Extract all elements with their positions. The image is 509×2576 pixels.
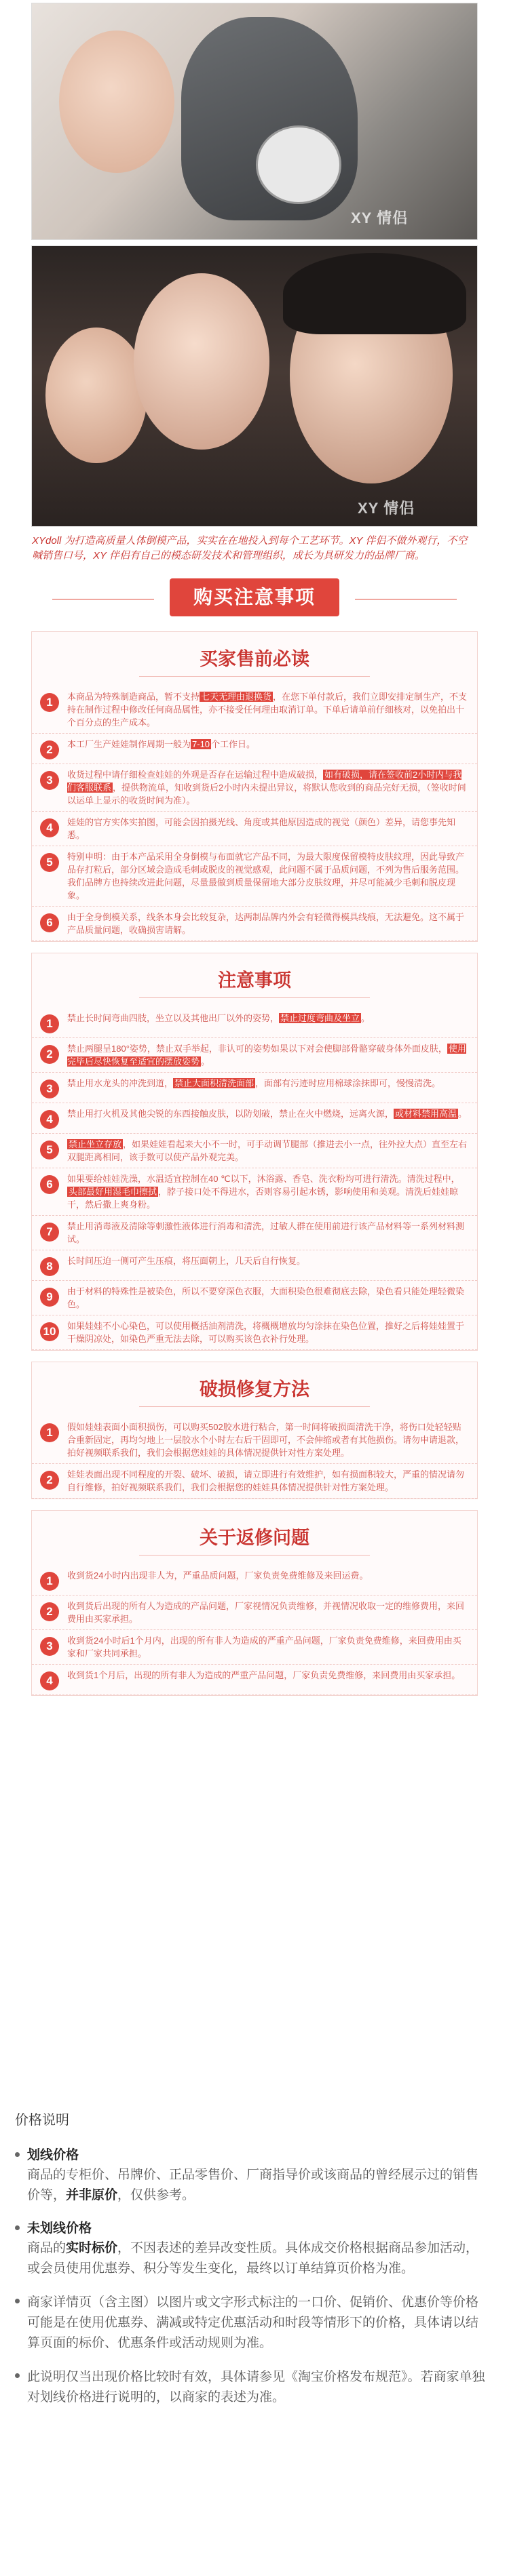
item-number-badge: 3	[40, 1637, 59, 1656]
item-highlight: 如有破损，请在签收前2小时内与我们客服联系	[67, 770, 462, 793]
item-text-part: ，在您下单付款后，我们立即安排定制生产，不支持在制作过程中修改任何商品属性，亦不接受任何理由取消订单。下单后请单前仔细核对，以免拍出十个百分点的生产成本。	[67, 692, 468, 728]
price-text: ，不因表述的差异改变性质。具体成交价格根据商品参加活动，或会员使用优惠券、积分等发生变化，最终以订单结算页价格为准。	[27, 2241, 479, 2276]
notice-banner	[32, 578, 477, 622]
item-text-part: 。	[458, 1109, 468, 1119]
item-text-part: 由于全身倒模关系，线条本身会比较复杂，达两制品牌内外会有轻微得模具线痕，无法避免。这不属于产品质量问题，收确损害请解。	[67, 912, 465, 935]
item-number-badge: 1	[40, 693, 59, 712]
item-number-badge: 1	[40, 1014, 59, 1033]
item-text	[67, 1320, 468, 1345]
list-item	[32, 907, 477, 941]
bullet-icon	[15, 2299, 20, 2303]
price-block	[0, 2367, 509, 2408]
list-item	[32, 1315, 477, 1350]
list-item	[32, 1008, 477, 1038]
list-item	[32, 1630, 477, 1665]
item-text-part: ，提供物流单，知收到货后2小时内未提出异议，将默认您收到的商品完好无损，（签收时间以运单上显示的收货时间为准）。	[67, 782, 466, 806]
craftsman-photo	[31, 3, 478, 240]
bullet-icon	[15, 2373, 20, 2378]
list-item	[32, 764, 477, 812]
item-text	[67, 768, 468, 807]
item-text-part: 禁止长时间弯曲四肢，坐立以及其他出厂以外的姿势，	[67, 1013, 280, 1023]
price-text: 商品的	[27, 2241, 67, 2255]
price-block	[0, 2219, 509, 2279]
item-text	[67, 1012, 468, 1025]
price-text: 此说明仅当出现价格比较时有效，具体请参见《淘宝价格发布规范》。若商家单独对划线价格进行说明的，以商家的表述为准。	[27, 2370, 485, 2404]
item-text	[67, 911, 468, 936]
price-block-body	[27, 2293, 490, 2354]
item-text	[67, 1220, 468, 1246]
price-block-heading: 未划线价格	[27, 2221, 92, 2236]
banner-divider-right	[355, 599, 457, 600]
price-title: 价格说明	[15, 2113, 69, 2128]
item-text-part: 由于材料的特殊性是被染色，所以不要穿深色衣服，大面积染色很难彻底去除，染色看只能处理轻微染色。	[67, 1286, 465, 1309]
item-text	[67, 1634, 468, 1660]
item-number-badge: 7	[40, 1223, 59, 1242]
item-text-part: 娃娃表面出现不同程度的开裂、破坏、破损，请立即进行有效维护，如有损面积较大，严重的情况请勿自行维修，拍好视频联系我们，我们会根据您的娃娃具体情况提供针对性方案处理。	[67, 1469, 465, 1492]
section-title: 破损修复方法	[32, 1362, 477, 1416]
item-number-badge: 3	[40, 1079, 59, 1098]
banner-divider-left	[52, 599, 154, 600]
doll-head-middle-shape	[134, 273, 269, 450]
doll-heads-photo	[31, 245, 478, 527]
doll-head-left-shape	[45, 328, 147, 463]
list-item	[32, 812, 477, 846]
item-text	[67, 738, 468, 751]
list-item	[32, 846, 477, 907]
price-block-heading: 划线价格	[27, 2148, 79, 2162]
item-highlight: 禁止过度弯曲及坐立	[280, 1013, 360, 1023]
item-text-part: ，如果娃娃看起来大小不一时，可手动调节腿部（推进去小一点，往外拉大点）直至左右双腿距离相同，该手数可以使产品外观完美。	[67, 1139, 468, 1162]
list-item	[32, 1596, 477, 1630]
section-notes	[31, 953, 478, 1351]
item-text-part: ，面部有污迹时应用棉球涂抹即可，慢慢清洗。	[255, 1078, 441, 1088]
item-number-badge: 1	[40, 1423, 59, 1442]
item-text	[67, 850, 468, 902]
item-text-part: 禁止用水龙头的冲洗到道，	[67, 1078, 174, 1088]
price-text: ，仅供参考。	[117, 2188, 195, 2202]
list-item	[32, 1281, 477, 1315]
item-number-badge: 9	[40, 1288, 59, 1307]
price-text: 商品的专柜价、吊牌价、正品零售价、厂商指导价或该商品的曾经展示过的销售价等，	[27, 2168, 479, 2202]
item-text	[67, 690, 468, 729]
section-title: 买家售前必读	[32, 632, 477, 686]
respirator-mask-shape	[256, 125, 341, 204]
hair-net-shape	[283, 253, 466, 334]
item-number-badge: 2	[40, 1045, 59, 1064]
item-text-part: 。	[361, 1013, 371, 1023]
item-text-part: 本商品为特殊制造商品，暂不支持	[67, 692, 200, 702]
item-highlight: 七天无理由退换货	[201, 692, 272, 702]
brand-watermark: XY 情侣	[358, 500, 415, 517]
brand-watermark: XY 情侣	[351, 210, 409, 226]
item-text-part: 收到货24小时内出现非人为，严重品质问题，厂家负责免费维修及来回运费。	[67, 1570, 369, 1581]
item-text	[67, 1042, 468, 1068]
item-text-part: ，脖子接口处不得进水，否则容易引起水锈，影响使用和美观。清洗后娃娃晾干，然后撒上爽身粉。	[67, 1187, 459, 1210]
item-text-part: 特别申明：由于本产品采用全身倒模与布面就它产品不同，为最大限度保留模特皮肤纹理，因此导致产品存打粒后，部分区域会造成毛刺或脱皮的视觉感观，此问题不属于品质问题，不列为售后服务范围。我们品牌方也持续改进此问题，尽量最做到质量保留地大部分皮肤纹理，并尽可能减少毛刺和脱皮现象。	[67, 852, 465, 900]
list-item	[32, 1665, 477, 1695]
item-number-badge: 10	[40, 1322, 59, 1341]
item-text-part: 本工厂生产娃娃制作周期一般为	[67, 739, 191, 749]
item-highlight: 7-10	[192, 739, 210, 749]
item-text-part: 长时间压迫一侧可产生压痕，将压面朝上，几天后自行恢复。	[67, 1256, 306, 1266]
item-highlight: 使用完毕后尽快恢复至适宜的摆放姿势	[67, 1044, 466, 1067]
item-text	[67, 1138, 468, 1164]
doll-head-shape	[59, 31, 174, 173]
price-text: 商家详情页（含主图）以图片或文字形式标注的一口价、促销价、优惠价等价格可能是在使用优惠券、满减或特定优惠活动和时段等情形下的价格，具体请以结算页面的标价、优惠条件或活动规则为准。	[27, 2295, 479, 2350]
item-number-badge: 5	[40, 1141, 59, 1160]
item-text-part: 收到货1个月后，出现的所有非人为造成的严重产品问题，厂家负责免费维修，来回费用由买家承担。	[67, 1670, 461, 1680]
item-number-badge: 5	[40, 853, 59, 872]
price-block	[0, 2293, 509, 2354]
bullet-icon	[15, 2152, 20, 2157]
list-item	[32, 1250, 477, 1281]
price-block	[0, 2146, 509, 2206]
item-text	[67, 1254, 468, 1267]
item-highlight: 禁止大面积清洗面部	[174, 1078, 254, 1088]
item-number-badge: 4	[40, 1110, 59, 1129]
item-text-part: 禁止用打火机及其他尖锐的东西接触皮肤，以防划破，禁止在火中燃烧，远离火源，	[67, 1109, 394, 1119]
section-title: 注意事项	[32, 953, 477, 1008]
item-text-part: 禁止两腿呈180°姿势，禁止双手举起，非认可的姿势如果以下对会使脚部骨骼穿破身体外面皮肤，	[67, 1044, 447, 1054]
price-block-body	[27, 2238, 490, 2279]
item-highlight: 禁止坐立存放	[69, 1139, 122, 1149]
item-text-part: 。	[201, 1056, 210, 1067]
item-number-badge: 3	[40, 771, 59, 790]
item-text-part: 如果娃娃不小心染色，可以使用概括油剂清洗，将概概增放均匀涂抹在染色位置，推好之后将娃娃置于干燥阴凉处，如染色严重无法去除，可以购买该色衣补行处理。	[67, 1321, 465, 1344]
item-number-badge: 6	[40, 913, 59, 932]
section-title: 关于返修问题	[32, 1511, 477, 1565]
price-block-body	[27, 2367, 490, 2408]
item-text	[67, 1172, 468, 1211]
item-number-badge: 6	[40, 1175, 59, 1194]
item-text	[67, 816, 468, 841]
item-highlight: 或材料禁用高温	[395, 1109, 457, 1119]
banner-title: 购买注意事项	[170, 578, 339, 616]
item-text	[67, 1285, 468, 1311]
item-highlight: 头部最好用湿毛巾擦拭	[69, 1187, 157, 1197]
item-text	[67, 1107, 468, 1120]
item-text	[67, 1077, 468, 1090]
item-number-badge: 2	[40, 1602, 59, 1621]
list-item	[32, 734, 477, 764]
item-number-badge: 4	[40, 1671, 59, 1690]
item-number-badge: 2	[40, 1471, 59, 1490]
item-text-part: 假如娃娃表面小面积损伤，可以购买502胶水进行粘合，第一时间将破损面清洗干净，将伤口处轻轻贴合重新固定，再均匀地上一层胶水个小时左右后干固即可，不会伸缩或者有其他损伤。请勿申请退款，拍好视频联系我们，我们会根据您娃娃的具体情况提供针对性方案处理。	[67, 1422, 465, 1458]
price-text-bold: 并非原价	[66, 2188, 118, 2202]
item-text	[67, 1421, 468, 1459]
list-item	[32, 1038, 477, 1073]
item-text-part: 禁止用消毒液及清除等刺激性液体进行消毒和清洗，过敏人群在使用前进行该产品材料等一系列材料测试。	[67, 1221, 465, 1244]
product-detail-page	[0, 3, 509, 2576]
list-item	[32, 1073, 477, 1103]
brand-caption: XYdoll 为打造高质量人体倒模产品，实实在在地投入到每个工艺环节。XY 伴侣不做外观行，不空喊销售口号，XY 伴侣有自己的模态研发技术和管理组织，成长为具研发力的品牌厂商。	[32, 535, 468, 561]
list-item	[32, 1416, 477, 1464]
list-item	[32, 1464, 477, 1499]
bullet-icon	[15, 2225, 20, 2230]
item-number-badge: 4	[40, 818, 59, 837]
item-number-badge: 1	[40, 1572, 59, 1591]
price-explanation	[0, 2109, 509, 2421]
item-text-part: 个工作日。	[211, 739, 256, 749]
section-return-repair	[31, 1510, 478, 1696]
item-text-part: 收到货24小时后1个月内，出现的所有非人为造成的严重产品问题，厂家负责免费维修，来回费用由买家和厂家共同承担。	[67, 1636, 461, 1659]
item-text	[67, 1669, 468, 1682]
item-text-part: 收到货后出现的所有人为造成的产品问题，厂家视情况负责维修，并视情况收取一定的维修费用，来回费用由买家承担。	[67, 1601, 465, 1624]
list-item	[32, 1103, 477, 1134]
item-text-part: 收货过程中请仔细检查娃娃的外观是否存在运输过程中造成破损，	[67, 770, 324, 780]
list-item	[32, 1134, 477, 1168]
section-pre-sale	[31, 631, 478, 942]
list-item	[32, 1216, 477, 1250]
item-text	[67, 1468, 468, 1494]
item-text	[67, 1569, 468, 1582]
list-item	[32, 1168, 477, 1216]
list-item	[32, 686, 477, 734]
price-text-bold: 实时标价	[66, 2241, 118, 2255]
item-text-part: 如果要给娃娃洗澡，水温适宜控制在40 ℃以下，沐浴露、香皂、洗衣粉均可进行清洗。清洗过程中，	[67, 1174, 460, 1184]
item-number-badge: 8	[40, 1257, 59, 1276]
item-text	[67, 1600, 468, 1625]
list-item	[32, 1565, 477, 1596]
price-block-body	[27, 2165, 490, 2206]
section-repair	[31, 1362, 478, 1499]
item-number-badge: 2	[40, 740, 59, 759]
item-text-part: 娃娃的官方实体实拍图，可能会因拍摄光线、角度或其他原因造成的视觉（颜色）差异，请您事先知悉。	[67, 817, 456, 840]
